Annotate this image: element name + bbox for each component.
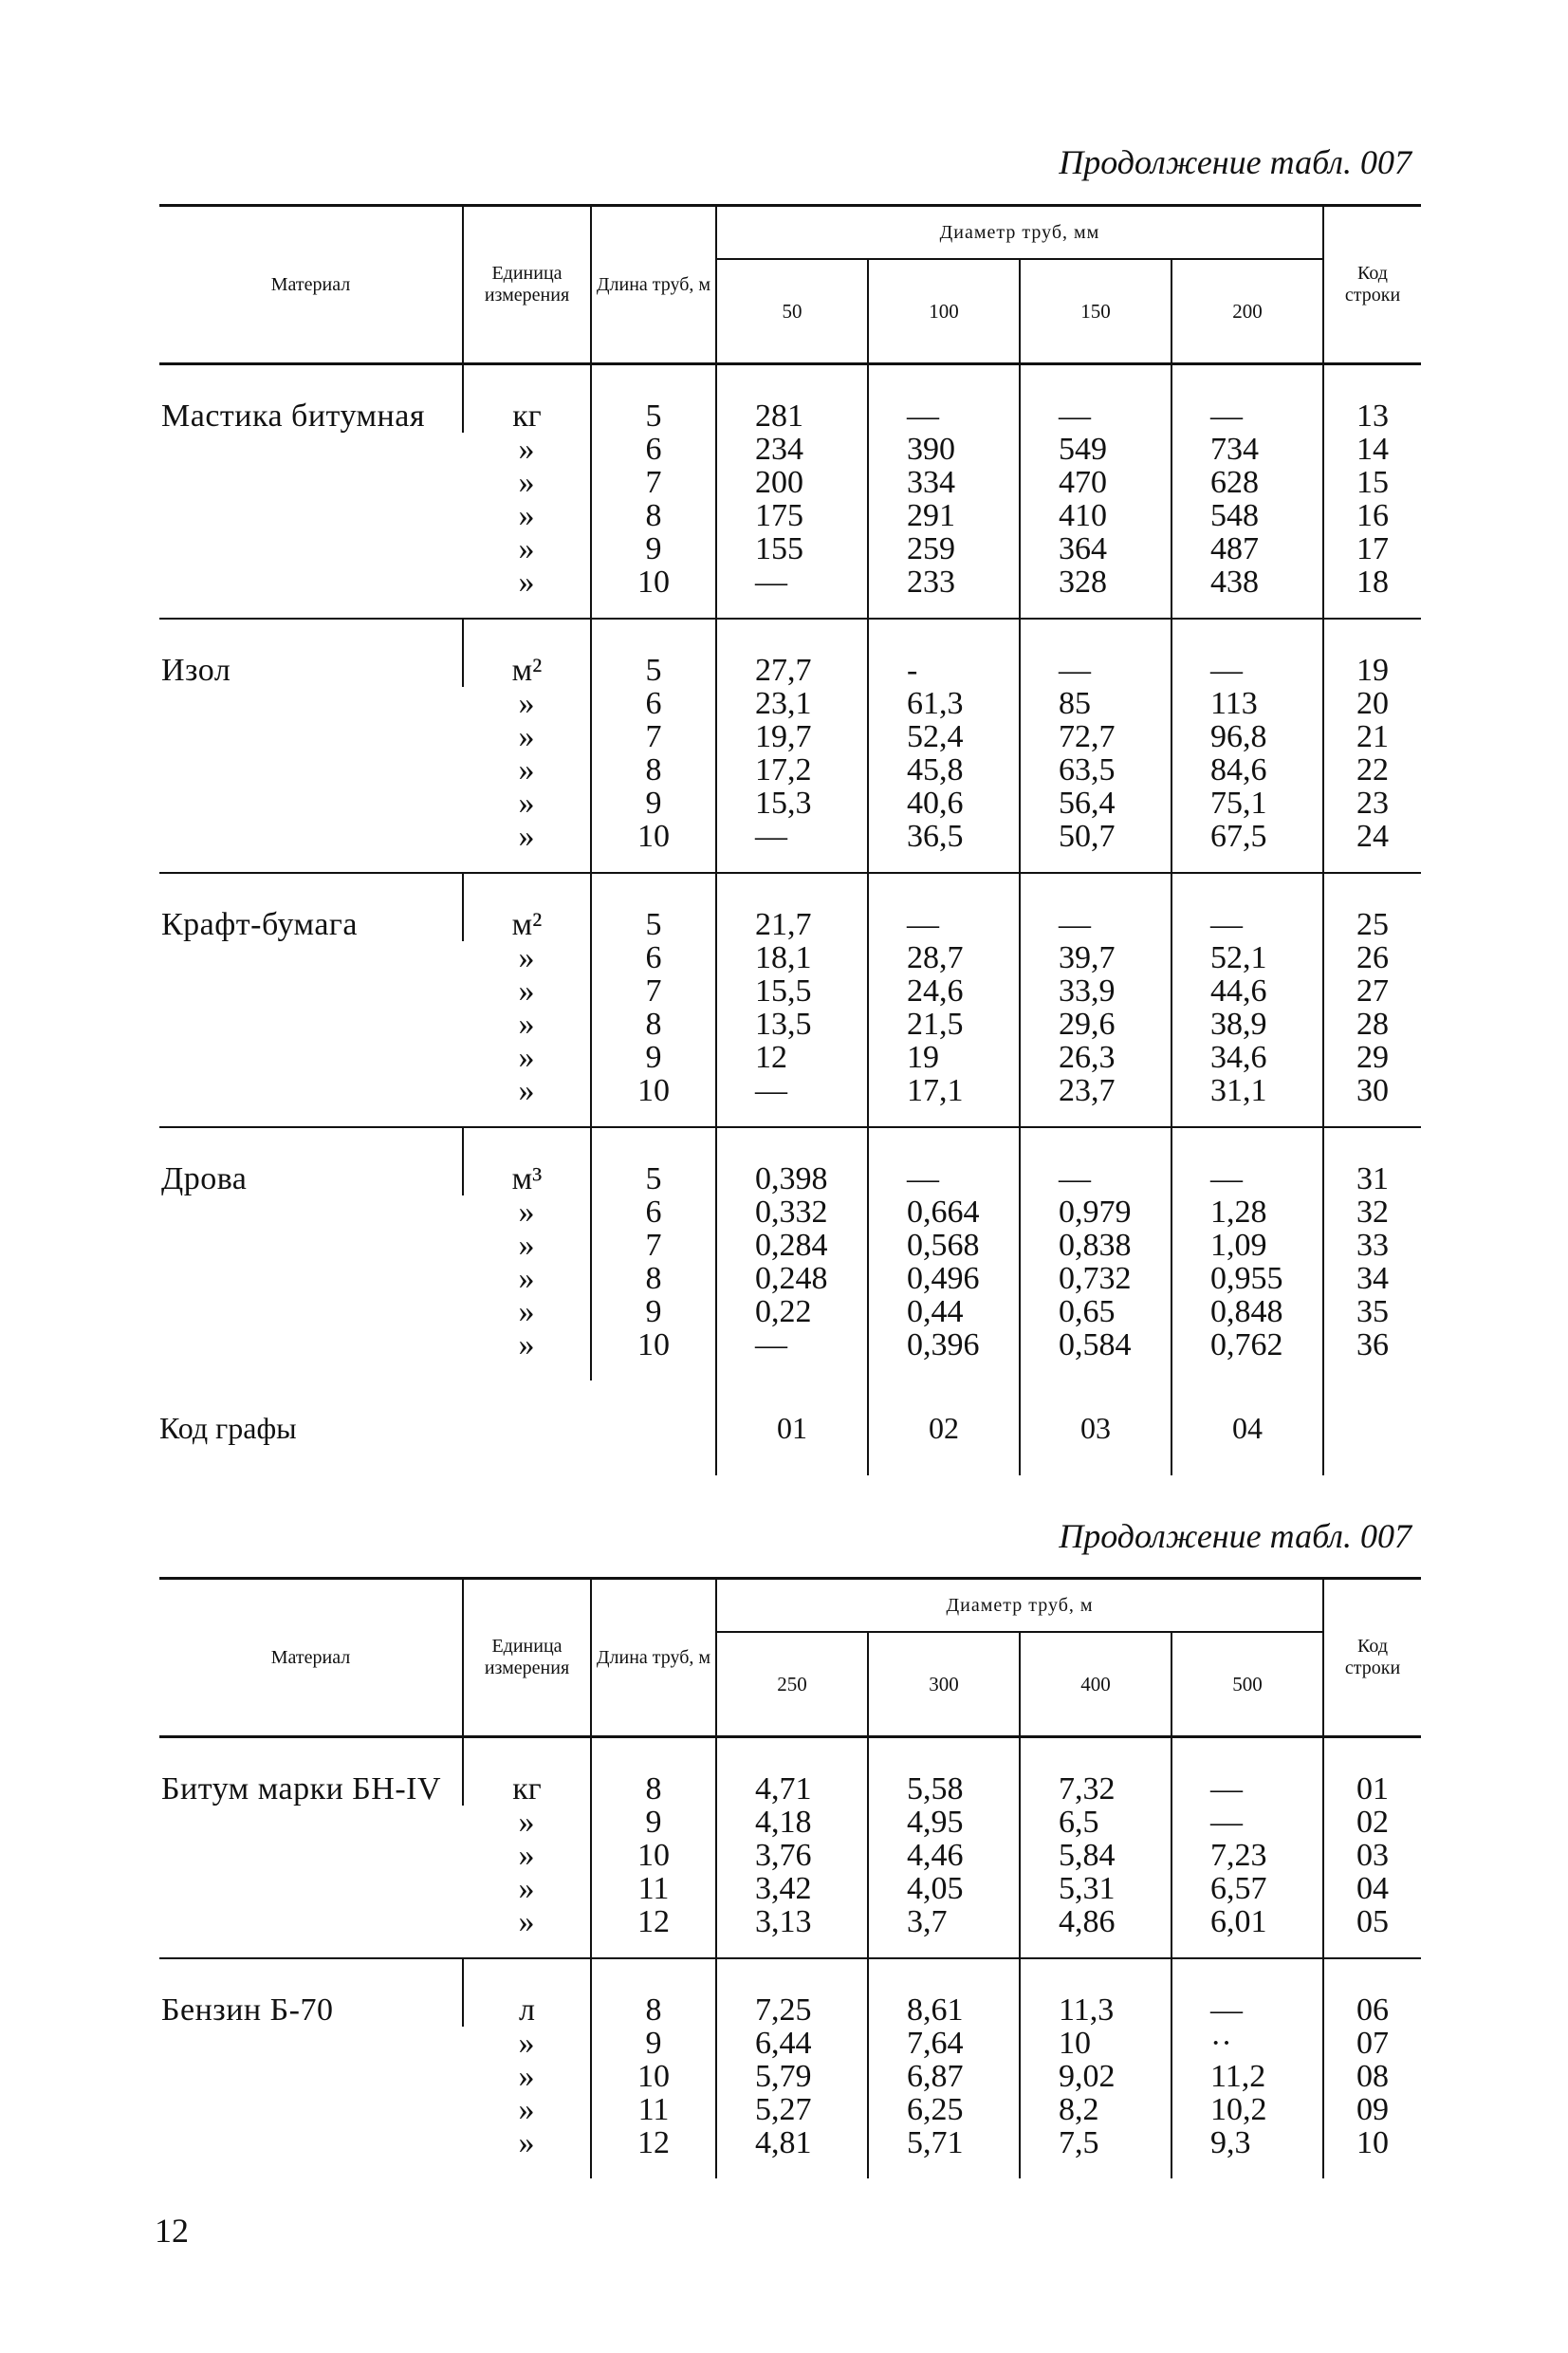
value-cell: 10 — [1020, 2027, 1171, 2060]
value-cell: 487 — [1171, 532, 1323, 565]
value-cell: 3,42 — [716, 1872, 868, 1905]
value-cell: 31,1 — [1171, 1074, 1323, 1127]
table-row — [159, 619, 1421, 687]
length-cell: 6 — [591, 687, 716, 720]
table-row — [159, 1737, 1421, 1806]
value-cell: 6,44 — [716, 2027, 868, 2060]
diameter-col-header: 50 — [716, 259, 868, 364]
column-code-label: Код графы — [159, 1410, 297, 1445]
value-cell: 24,6 — [868, 974, 1020, 1008]
row-code-cell: 14 — [1323, 433, 1421, 466]
row-code-cell: 22 — [1323, 753, 1421, 787]
value-cell: 328 — [1020, 565, 1171, 619]
value-cell: 233 — [868, 565, 1020, 619]
unit-cell: м² — [463, 619, 591, 687]
value-cell: 96,8 — [1171, 720, 1323, 753]
column-code: 03 — [1020, 1380, 1171, 1475]
value-cell: 0,65 — [1020, 1295, 1171, 1328]
value-cell: 1,09 — [1171, 1229, 1323, 1262]
length-cell: 9 — [591, 1806, 716, 1839]
value-cell: 0,664 — [868, 1195, 1020, 1229]
value-cell: 23,1 — [716, 687, 868, 720]
value-cell: 0,284 — [716, 1229, 868, 1262]
value-cell: 291 — [868, 499, 1020, 532]
value-cell: — — [1171, 1806, 1323, 1839]
row-code-cell: 18 — [1323, 565, 1421, 619]
value-cell: 6,5 — [1020, 1806, 1171, 1839]
value-cell: 6,01 — [1171, 1905, 1323, 1958]
value-cell: 0,979 — [1020, 1195, 1171, 1229]
value-cell: 38,9 — [1171, 1008, 1323, 1041]
value-cell: 23,7 — [1020, 1074, 1171, 1127]
table-row — [159, 1958, 1421, 2027]
value-cell: — — [1020, 873, 1171, 941]
length-cell: 7 — [591, 1229, 716, 1262]
material-name: Бензин Б-70 — [161, 1992, 334, 2028]
value-cell: 4,81 — [716, 2126, 868, 2178]
row-code-cell: 03 — [1323, 1839, 1421, 1872]
value-cell: 10,2 — [1171, 2093, 1323, 2126]
value-cell: 26,3 — [1020, 1041, 1171, 1074]
value-cell: 438 — [1171, 565, 1323, 619]
unit-cell: » — [518, 1805, 535, 1840]
unit-cell: » — [518, 940, 535, 975]
material-group — [159, 1127, 1421, 1380]
value-cell: 4,05 — [868, 1872, 1020, 1905]
value-cell: 3,7 — [868, 1905, 1020, 1958]
value-cell: 4,71 — [716, 1737, 868, 1806]
value-cell: 259 — [868, 532, 1020, 565]
column-code: 02 — [868, 1380, 1020, 1475]
unit-cell: » — [518, 819, 535, 854]
row-code-cell: 17 — [1323, 532, 1421, 565]
table-row — [159, 873, 1421, 941]
row-code-cell: 08 — [1323, 2060, 1421, 2093]
value-cell: 17,1 — [868, 1074, 1020, 1127]
value-cell: 39,7 — [1020, 941, 1171, 974]
length-cell: 10 — [591, 2060, 716, 2093]
value-cell: — — [716, 1328, 868, 1380]
value-cell: 7,23 — [1171, 1839, 1323, 1872]
table1-footer — [159, 1380, 1421, 1475]
value-cell: 11,3 — [1020, 1958, 1171, 2027]
material-group — [159, 1958, 1421, 2178]
length-cell: 7 — [591, 720, 716, 753]
value-cell: 410 — [1020, 499, 1171, 532]
diameter-col-header: 200 — [1171, 259, 1323, 364]
value-cell: 44,6 — [1171, 974, 1323, 1008]
diameter-col-header: 300 — [868, 1632, 1020, 1737]
diameter-col-header: 400 — [1020, 1632, 1171, 1737]
length-cell: 9 — [591, 1041, 716, 1074]
value-cell: 63,5 — [1020, 753, 1171, 787]
length-cell: 9 — [591, 1295, 716, 1328]
row-code-header: Код строки — [1323, 206, 1421, 364]
unit-cell: » — [518, 1871, 535, 1906]
length-cell: 8 — [591, 1008, 716, 1041]
value-cell: 0,568 — [868, 1229, 1020, 1262]
length-header: Длина труб, м — [591, 206, 716, 364]
row-code-cell: 16 — [1323, 499, 1421, 532]
row-code-header: Код строки — [1323, 1579, 1421, 1737]
diameter-col-header: 250 — [716, 1632, 868, 1737]
material-name: Битум марки БН-IV — [161, 1771, 442, 1806]
value-cell: 4,46 — [868, 1839, 1020, 1872]
length-cell: 10 — [591, 1074, 716, 1127]
unit-cell: » — [518, 786, 535, 821]
value-cell: 0,332 — [716, 1195, 868, 1229]
value-cell: 36,5 — [868, 820, 1020, 873]
column-code: 04 — [1171, 1380, 1323, 1475]
value-cell: 5,84 — [1020, 1839, 1171, 1872]
row-code-cell: 32 — [1323, 1195, 1421, 1229]
value-cell: 17,2 — [716, 753, 868, 787]
table-row — [159, 1127, 1421, 1195]
value-cell: 21,5 — [868, 1008, 1020, 1041]
length-header: Длина труб, м — [591, 1579, 716, 1737]
row-code-cell: 29 — [1323, 1041, 1421, 1074]
row-code-cell: 23 — [1323, 787, 1421, 820]
value-cell: 15,3 — [716, 787, 868, 820]
value-cell: 734 — [1171, 433, 1323, 466]
row-code-cell: 21 — [1323, 720, 1421, 753]
value-cell: 548 — [1171, 499, 1323, 532]
value-cell: 9,02 — [1020, 2060, 1171, 2093]
unit-cell: » — [518, 1007, 535, 1042]
length-cell: 7 — [591, 974, 716, 1008]
material-name: Мастика битумная — [161, 398, 425, 434]
unit-cell: кг — [463, 364, 591, 434]
unit-cell: » — [518, 719, 535, 754]
table1 — [159, 204, 1421, 1475]
material-name: Изол — [161, 653, 231, 688]
length-cell: 12 — [591, 2126, 716, 2178]
value-cell: 61,3 — [868, 687, 1020, 720]
value-cell: 549 — [1020, 433, 1171, 466]
row-code-cell: 34 — [1323, 1262, 1421, 1295]
value-cell: 29,6 — [1020, 1008, 1171, 1041]
length-cell: 12 — [591, 1905, 716, 1958]
value-cell: 5,58 — [868, 1737, 1020, 1806]
value-cell: — — [868, 364, 1020, 434]
value-cell: — — [1171, 1127, 1323, 1195]
table1-header — [159, 206, 1421, 364]
length-cell: 10 — [591, 565, 716, 619]
value-cell: 155 — [716, 532, 868, 565]
value-cell: ·· — [1171, 2027, 1323, 2060]
value-cell: 19,7 — [716, 720, 868, 753]
unit-cell: » — [518, 1073, 535, 1108]
length-cell: 8 — [591, 753, 716, 787]
material-header: Материал — [159, 1579, 463, 1737]
unit-cell: » — [518, 2092, 535, 2127]
length-cell: 9 — [591, 2027, 716, 2060]
table2-caption: Продолжение табл. 007 — [1059, 1517, 1411, 1555]
value-cell: 40,6 — [868, 787, 1020, 820]
value-cell: 0,732 — [1020, 1262, 1171, 1295]
length-cell: 11 — [591, 1872, 716, 1905]
length-cell: 5 — [591, 619, 716, 687]
row-code-cell: 05 — [1323, 1905, 1421, 1958]
diameter-header: Диаметр труб, мм — [716, 206, 1323, 260]
row-code-cell: 10 — [1323, 2126, 1421, 2178]
unit-cell: » — [518, 432, 535, 467]
value-cell: 113 — [1171, 687, 1323, 720]
value-cell: 84,6 — [1171, 753, 1323, 787]
value-cell: 3,76 — [716, 1839, 868, 1872]
table2 — [159, 1577, 1421, 2178]
row-code-cell: 36 — [1323, 1328, 1421, 1380]
unit-header: Единица измерения — [463, 206, 591, 364]
value-cell: 18,1 — [716, 941, 868, 974]
value-cell: 0,496 — [868, 1262, 1020, 1295]
value-cell: 628 — [1171, 466, 1323, 499]
unit-cell: » — [518, 686, 535, 721]
table2-header — [159, 1579, 1421, 1737]
value-cell: 5,71 — [868, 2126, 1020, 2178]
row-code-cell: 33 — [1323, 1229, 1421, 1262]
value-cell: 52,1 — [1171, 941, 1323, 974]
value-cell: 0,22 — [716, 1295, 868, 1328]
unit-cell: » — [518, 1261, 535, 1296]
unit-cell: » — [518, 1904, 535, 1939]
unit-cell: м³ — [463, 1127, 591, 1195]
value-cell: 281 — [716, 364, 868, 434]
column-code: 01 — [716, 1380, 868, 1475]
row-code-cell: 27 — [1323, 974, 1421, 1008]
value-cell: 0,44 — [868, 1295, 1020, 1328]
length-cell: 9 — [591, 532, 716, 565]
length-cell: 5 — [591, 1127, 716, 1195]
row-code-cell: 26 — [1323, 941, 1421, 974]
unit-cell: л — [463, 1958, 591, 2027]
value-cell: - — [868, 619, 1020, 687]
value-cell: 45,8 — [868, 753, 1020, 787]
value-cell: 13,5 — [716, 1008, 868, 1041]
value-cell: 0,838 — [1020, 1229, 1171, 1262]
value-cell: 1,28 — [1171, 1195, 1323, 1229]
value-cell: 12 — [716, 1041, 868, 1074]
unit-header: Единица измерения — [463, 1579, 591, 1737]
value-cell: 4,18 — [716, 1806, 868, 1839]
value-cell: — — [1171, 1737, 1323, 1806]
diameter-col-header: 100 — [868, 259, 1020, 364]
value-cell: — — [716, 1074, 868, 1127]
value-cell: — — [1171, 873, 1323, 941]
length-cell: 8 — [591, 1958, 716, 2027]
length-cell: 10 — [591, 1839, 716, 1872]
value-cell: 50,7 — [1020, 820, 1171, 873]
length-cell: 6 — [591, 1195, 716, 1229]
row-code-cell: 30 — [1323, 1074, 1421, 1127]
length-cell: 6 — [591, 433, 716, 466]
value-cell: 200 — [716, 466, 868, 499]
value-cell: 3,13 — [716, 1905, 868, 1958]
value-cell: 7,5 — [1020, 2126, 1171, 2178]
value-cell: 6,25 — [868, 2093, 1020, 2126]
material-group — [159, 1737, 1421, 1959]
material-group — [159, 364, 1421, 620]
row-code-cell: 01 — [1323, 1737, 1421, 1806]
value-cell: 0,584 — [1020, 1328, 1171, 1380]
diameter-header: Диаметр труб, м — [716, 1579, 1323, 1633]
diameter-col-header: 500 — [1171, 1632, 1323, 1737]
length-cell: 10 — [591, 820, 716, 873]
value-cell: 28,7 — [868, 941, 1020, 974]
value-cell: — — [1020, 619, 1171, 687]
row-code-cell: 09 — [1323, 2093, 1421, 2126]
value-cell: 0,398 — [716, 1127, 868, 1195]
length-cell: 9 — [591, 787, 716, 820]
value-cell: — — [1171, 364, 1323, 434]
value-cell: 6,57 — [1171, 1872, 1323, 1905]
unit-cell: » — [518, 465, 535, 500]
unit-cell: » — [518, 531, 535, 566]
row-code-cell: 13 — [1323, 364, 1421, 434]
value-cell: 15,5 — [716, 974, 868, 1008]
value-cell: 8,2 — [1020, 2093, 1171, 2126]
value-cell: 5,27 — [716, 2093, 868, 2126]
column-code-empty — [1323, 1380, 1421, 1475]
value-cell: 4,95 — [868, 1806, 1020, 1839]
material-group — [159, 873, 1421, 1127]
unit-cell: » — [518, 1838, 535, 1873]
value-cell: 234 — [716, 433, 868, 466]
unit-cell: » — [518, 2125, 535, 2160]
length-cell: 5 — [591, 873, 716, 941]
unit-cell: кг — [463, 1737, 591, 1806]
value-cell: 52,4 — [868, 720, 1020, 753]
value-cell: 0,396 — [868, 1328, 1020, 1380]
unit-cell: » — [518, 2059, 535, 2094]
unit-cell: » — [518, 565, 535, 600]
unit-cell: » — [518, 1195, 535, 1230]
row-code-cell: 06 — [1323, 1958, 1421, 2027]
value-cell: 21,7 — [716, 873, 868, 941]
value-cell: 27,7 — [716, 619, 868, 687]
value-cell: 470 — [1020, 466, 1171, 499]
table-row — [159, 364, 1421, 434]
material-name: Крафт-бумага — [161, 907, 358, 942]
diameter-col-header: 150 — [1020, 259, 1171, 364]
value-cell: 5,31 — [1020, 1872, 1171, 1905]
value-cell: 34,6 — [1171, 1041, 1323, 1074]
row-code-cell: 04 — [1323, 1872, 1421, 1905]
value-cell: 8,61 — [868, 1958, 1020, 2027]
value-cell: 0,955 — [1171, 1262, 1323, 1295]
table1-caption: Продолжение табл. 007 — [1059, 143, 1411, 181]
value-cell: — — [1020, 1127, 1171, 1195]
length-cell: 8 — [591, 499, 716, 532]
unit-cell: » — [518, 1294, 535, 1329]
unit-cell: » — [518, 973, 535, 1009]
row-code-cell: 24 — [1323, 820, 1421, 873]
value-cell: 75,1 — [1171, 787, 1323, 820]
row-code-cell: 31 — [1323, 1127, 1421, 1195]
value-cell: 19 — [868, 1041, 1020, 1074]
unit-cell: » — [518, 498, 535, 533]
length-cell: 10 — [591, 1328, 716, 1380]
value-cell: 0,848 — [1171, 1295, 1323, 1328]
material-group — [159, 619, 1421, 873]
length-cell: 8 — [591, 1262, 716, 1295]
value-cell: 4,86 — [1020, 1905, 1171, 1958]
page-number: 12 — [155, 2212, 189, 2250]
value-cell: 72,7 — [1020, 720, 1171, 753]
value-cell: 56,4 — [1020, 787, 1171, 820]
value-cell: 7,25 — [716, 1958, 868, 2027]
value-cell: 7,64 — [868, 2027, 1020, 2060]
unit-cell: м² — [463, 873, 591, 941]
value-cell: 6,87 — [868, 2060, 1020, 2093]
row-code-cell: 28 — [1323, 1008, 1421, 1041]
value-cell: 0,248 — [716, 1262, 868, 1295]
row-code-cell: 20 — [1323, 687, 1421, 720]
value-cell: — — [716, 820, 868, 873]
length-cell: 5 — [591, 364, 716, 434]
row-code-cell: 25 — [1323, 873, 1421, 941]
row-code-cell: 35 — [1323, 1295, 1421, 1328]
row-code-cell: 07 — [1323, 2027, 1421, 2060]
value-cell: 334 — [868, 466, 1020, 499]
value-cell: 364 — [1020, 532, 1171, 565]
unit-cell: » — [518, 2026, 535, 2061]
value-cell: 85 — [1020, 687, 1171, 720]
unit-cell: » — [518, 1327, 535, 1362]
value-cell: 0,762 — [1171, 1328, 1323, 1380]
material-name: Дрова — [161, 1161, 248, 1196]
value-cell: 11,2 — [1171, 2060, 1323, 2093]
length-cell: 6 — [591, 941, 716, 974]
value-cell: — — [1020, 364, 1171, 434]
unit-cell: » — [518, 752, 535, 787]
value-cell: — — [716, 565, 868, 619]
material-header: Материал — [159, 206, 463, 364]
length-cell: 11 — [591, 2093, 716, 2126]
row-code-cell: 15 — [1323, 466, 1421, 499]
length-cell: 7 — [591, 466, 716, 499]
value-cell: 7,32 — [1020, 1737, 1171, 1806]
value-cell: 9,3 — [1171, 2126, 1323, 2178]
unit-cell: » — [518, 1228, 535, 1263]
value-cell: 175 — [716, 499, 868, 532]
unit-cell: » — [518, 1040, 535, 1075]
value-cell: — — [1171, 1958, 1323, 2027]
row-code-cell: 02 — [1323, 1806, 1421, 1839]
value-cell: — — [868, 873, 1020, 941]
value-cell: — — [1171, 619, 1323, 687]
row-code-cell: 19 — [1323, 619, 1421, 687]
value-cell: 67,5 — [1171, 820, 1323, 873]
length-cell: 8 — [591, 1737, 716, 1806]
value-cell: 5,79 — [716, 2060, 868, 2093]
value-cell: — — [868, 1127, 1020, 1195]
value-cell: 390 — [868, 433, 1020, 466]
value-cell: 33,9 — [1020, 974, 1171, 1008]
